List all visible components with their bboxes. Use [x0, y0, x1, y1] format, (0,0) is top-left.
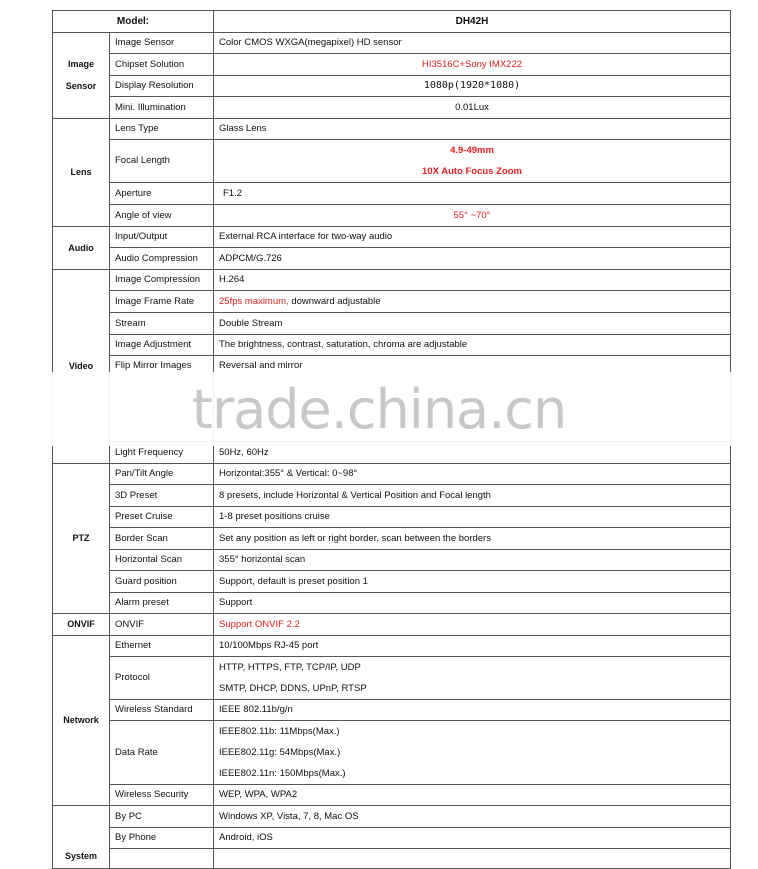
- value-line: HTTP, HTTPS, FTP, TCP/IP, UDP: [219, 662, 361, 673]
- spec-label: Light Frequency: [110, 442, 214, 464]
- spec-value: The brightness, contrast, saturation, chroma are adjustable: [214, 335, 731, 356]
- spec-label: By PC: [110, 806, 214, 828]
- spec-value: Set any position as left or right border, scan between the borders: [214, 528, 731, 550]
- category-lens: Lens: [53, 119, 110, 227]
- spec-row: [53, 571, 731, 593]
- spec-label: Chipset Solution: [110, 54, 214, 76]
- spec-value: Glass Lens: [214, 119, 731, 140]
- spec-label: By Phone: [110, 828, 214, 849]
- spec-row: [53, 270, 731, 291]
- spec-value: 8 presets, include Horizontal & Vertical Position and Focal length: [214, 485, 731, 507]
- spec-row: [53, 183, 731, 205]
- spec-value: [214, 140, 731, 183]
- spec-label: Image Sensor: [110, 33, 214, 54]
- spec-label: Alarm preset: [110, 593, 214, 614]
- spec-label: Border Scan: [110, 528, 214, 550]
- value-line: IEEE802.11n: 150Mbps(Max.): [219, 768, 346, 779]
- spec-row: [53, 550, 731, 571]
- value-highlight: 25fps maximum,: [219, 295, 289, 307]
- spec-label: Wireless Standard: [110, 700, 214, 721]
- value-line: SMTP, DHCP, DDNS, UPnP, RTSP: [219, 683, 367, 694]
- spec-label: Image Compression: [110, 270, 214, 291]
- header-row: [53, 11, 731, 33]
- spec-label: ONVIF: [110, 614, 214, 636]
- spec-value: ADPCM/G.726: [214, 248, 731, 270]
- spec-label: Wireless Security: [110, 785, 214, 806]
- spec-label: Angle of view: [110, 205, 214, 227]
- spec-label: Lens Type: [110, 119, 214, 140]
- model-label: Model:: [53, 11, 214, 33]
- spec-value: H.264: [214, 270, 731, 291]
- category-ptz: PTZ: [53, 464, 110, 614]
- spec-row: [53, 657, 731, 700]
- spec-value: Android, iOS: [214, 828, 731, 849]
- spec-label: Guard position: [110, 571, 214, 593]
- spec-row: [53, 227, 731, 248]
- spec-label: Image Frame Rate: [110, 291, 214, 313]
- spec-row: [53, 205, 731, 227]
- spec-value: HI3516C+Sony IMX222: [214, 54, 731, 76]
- category-network: Network: [53, 636, 110, 806]
- value-line: IEEE802.11g: 54Mbps(Max.): [219, 747, 341, 758]
- spec-row: [53, 97, 731, 119]
- spec-label: 3D Preset: [110, 485, 214, 507]
- spec-label: Ethernet: [110, 636, 214, 657]
- spec-row: [53, 806, 731, 828]
- spec-label: Aperture: [110, 183, 214, 205]
- spec-value: Support, default is preset position 1: [214, 571, 731, 593]
- spec-row: [53, 140, 731, 183]
- spec-row: [53, 248, 731, 270]
- category-label: Image: [67, 59, 94, 70]
- spec-label: Display Resolution: [110, 76, 214, 97]
- spec-label: Horizontal Scan: [110, 550, 214, 571]
- spec-label: Image Adjustment: [110, 335, 214, 356]
- spec-label: Focal Length: [110, 140, 214, 183]
- spec-value: 50Hz, 60Hz: [214, 442, 731, 464]
- spec-value: Double Stream: [214, 313, 731, 335]
- spec-row: [53, 335, 731, 356]
- spec-row: [53, 785, 731, 806]
- category-video: Video: [53, 270, 110, 464]
- spec-value: Support: [214, 593, 731, 614]
- spec-row: [53, 849, 731, 869]
- spec-row: [53, 485, 731, 507]
- value-line: 4.9-49mm: [450, 145, 494, 156]
- category-audio: Audio: [53, 227, 110, 270]
- spec-row: [53, 54, 731, 76]
- spec-value: Color CMOS WXGA(megapixel) HD sensor: [214, 33, 731, 54]
- category-onvif: ONVIF: [53, 614, 110, 636]
- spec-label: Pan/Tilt Angle: [110, 464, 214, 485]
- spec-label: Data Rate: [110, 721, 214, 785]
- spec-value: 1080p(1920*1080): [214, 76, 731, 97]
- spec-row: [53, 721, 731, 785]
- spec-row: [53, 614, 731, 636]
- spec-label: Protocol: [110, 657, 214, 700]
- spec-value: Support ONVIF 2.2: [214, 614, 731, 636]
- spec-row: [53, 119, 731, 140]
- spec-value: [214, 721, 731, 785]
- spec-value: Reversal and mirror: [214, 356, 731, 442]
- category-image-sensor: [53, 33, 110, 119]
- spec-value: 355° horizontal scan: [214, 550, 731, 571]
- spec-value: 1-8 preset positions cruise: [214, 507, 731, 528]
- spec-row: [53, 528, 731, 550]
- spec-label: Input/Output: [110, 227, 214, 248]
- spec-value: IEEE 802.11b/g/n: [214, 700, 731, 721]
- spec-value: Windows XP, Vista, 7, 8, Mac OS: [214, 806, 731, 828]
- spec-row: [53, 313, 731, 335]
- spec-row: [53, 593, 731, 614]
- spec-value: [214, 291, 731, 313]
- spec-row: [53, 291, 731, 313]
- spec-label: [110, 849, 214, 869]
- category-system: System: [53, 806, 110, 869]
- spec-value: [214, 849, 731, 869]
- spec-value: F1.2: [214, 183, 731, 205]
- spec-value: WEP, WPA, WPA2: [214, 785, 731, 806]
- watermark-text: trade.china.cn: [191, 377, 567, 441]
- spec-row: [53, 700, 731, 721]
- spec-label: Preset Cruise: [110, 507, 214, 528]
- spec-value: [214, 657, 731, 700]
- spec-value: 55° ~70°: [214, 205, 731, 227]
- spec-value: External RCA interface for two-way audio: [214, 227, 731, 248]
- spec-row: [53, 76, 731, 97]
- spec-row: [53, 464, 731, 485]
- spec-row: [53, 828, 731, 849]
- spec-value: 10/100Mbps RJ-45 port: [214, 636, 731, 657]
- spec-value: Horizontal:355° & Vertical: 0~98°: [214, 464, 731, 485]
- value-rest: downward adjustable: [288, 295, 381, 307]
- value-line: IEEE802.11b: 11Mbps(Max.): [219, 726, 340, 737]
- spec-label: Stream: [110, 313, 214, 335]
- spec-row: [53, 507, 731, 528]
- model-value: DH42H: [214, 11, 731, 33]
- watermark-band: [0, 372, 758, 446]
- spec-label: Flip Mirror Images: [110, 356, 214, 442]
- value-line: 10X Auto Focus Zoom: [422, 166, 522, 177]
- spec-row: [53, 636, 731, 657]
- spec-value: 0.01Lux: [214, 97, 731, 119]
- spec-label: Mini. Illumination: [110, 97, 214, 119]
- category-label: Sensor: [65, 80, 97, 91]
- spec-row: [53, 33, 731, 54]
- spec-label: Audio Compression: [110, 248, 214, 270]
